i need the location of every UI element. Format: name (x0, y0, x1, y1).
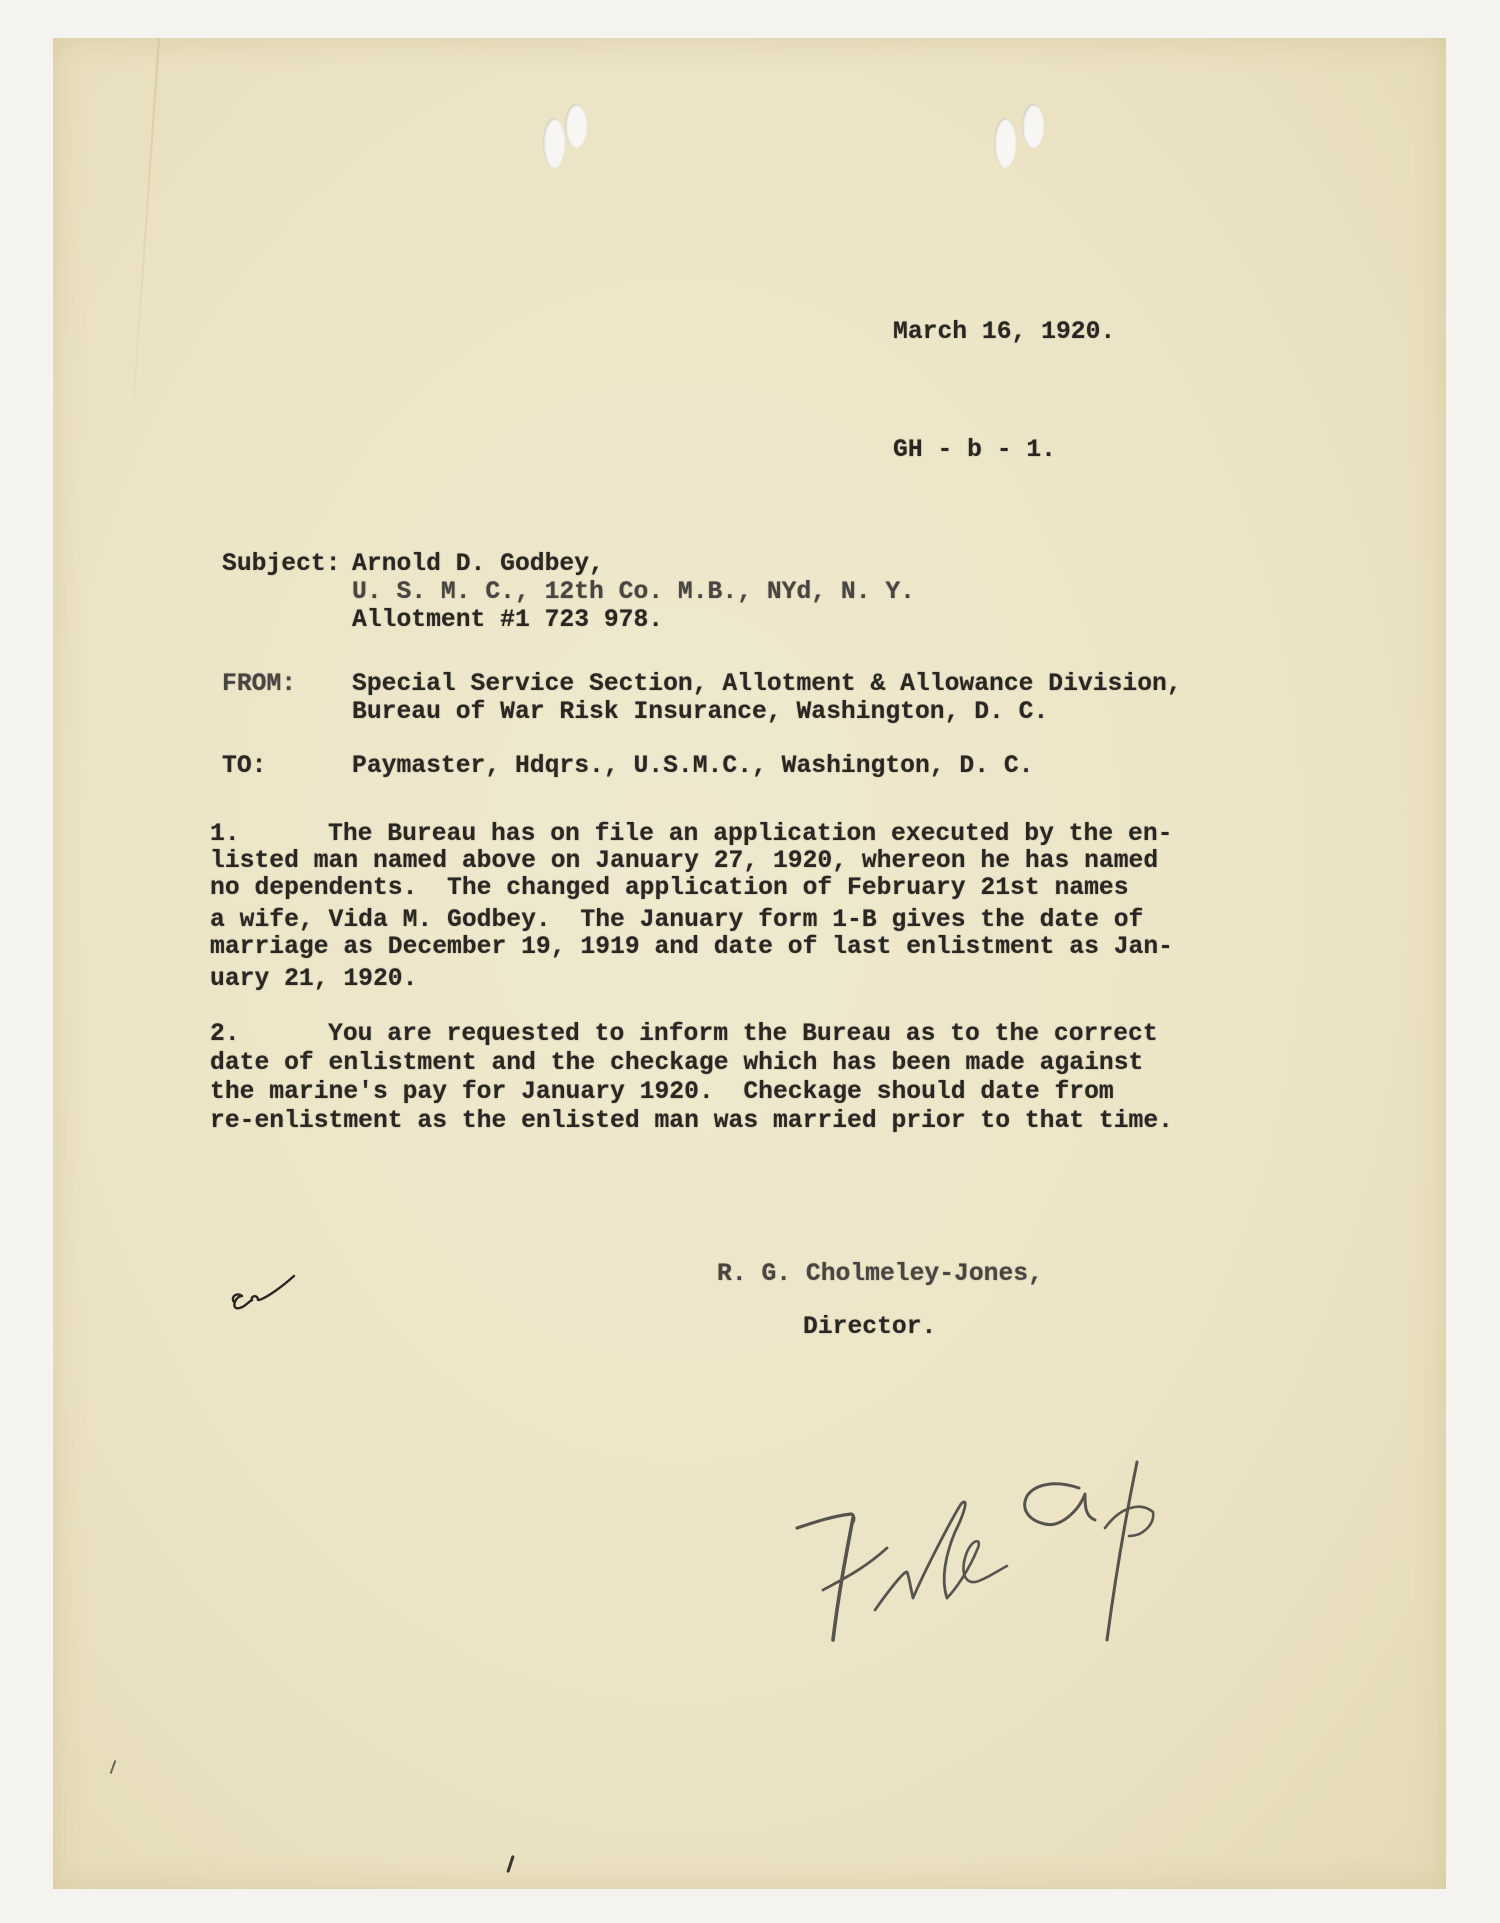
paragraph-line: re-enlistment as the enlisted man was married prior to that time. (210, 1107, 1173, 1135)
paragraph-line: a wife, Vida M. Godbey. The January form 1-B gives the date of (210, 906, 1144, 934)
subject-line: U. S. M. C., 12th Co. M.B., NYd, N. Y. (352, 578, 915, 606)
signatory-name: R. G. Cholmeley-Jones, (717, 1260, 1043, 1288)
subject-label: Subject: (222, 550, 341, 578)
paragraph-line: listed man named above on January 27, 1920, whereon he has named (210, 847, 1159, 875)
subject-line: Allotment #1 723 978. (352, 606, 664, 634)
signatory-title: Director. (803, 1313, 937, 1341)
paper-fold-crease (129, 38, 160, 457)
from-line: Bureau of War Risk Insurance, Washington, D. C. (352, 698, 1049, 726)
subject-line: Arnold D. Godbey, (352, 550, 604, 578)
to-line: Paymaster, Hdqrs., U.S.M.C., Washington, D. C. (352, 752, 1034, 780)
to-label: TO: (222, 752, 267, 780)
paragraph-line: the marine's pay for January 1920. Checkage should date from (210, 1078, 1114, 1106)
paragraph-number: 1. (210, 820, 240, 848)
punch-hole (565, 104, 587, 148)
letter-page (53, 38, 1446, 1889)
paragraph-line: no dependents. The changed application of February 21st names (210, 874, 1129, 902)
paragraph-number: 2. (210, 1020, 240, 1048)
paragraph-line: You are requested to inform the Bureau as to the correct (328, 1020, 1158, 1048)
punch-hole (994, 118, 1016, 168)
from-label: FROM: (222, 670, 297, 698)
file-reference: GH - b - 1. (893, 436, 1056, 464)
letter-date: March 16, 1920. (893, 318, 1116, 346)
handwritten-initials (222, 1262, 302, 1322)
paragraph-line: date of enlistment and the checkage which has been made against (210, 1049, 1144, 1077)
handwritten-file-note (755, 1440, 1155, 1660)
paragraph-line: The Bureau has on file an application executed by the en- (328, 820, 1173, 848)
paragraph-line: uary 21, 1920. (210, 965, 418, 993)
from-line: Special Service Section, Allotment & Allowance Division, (352, 670, 1182, 698)
punch-hole (1022, 104, 1044, 148)
paragraph-line: marriage as December 19, 1919 and date of last enlistment as Jan- (210, 933, 1173, 961)
punch-hole (543, 118, 565, 168)
